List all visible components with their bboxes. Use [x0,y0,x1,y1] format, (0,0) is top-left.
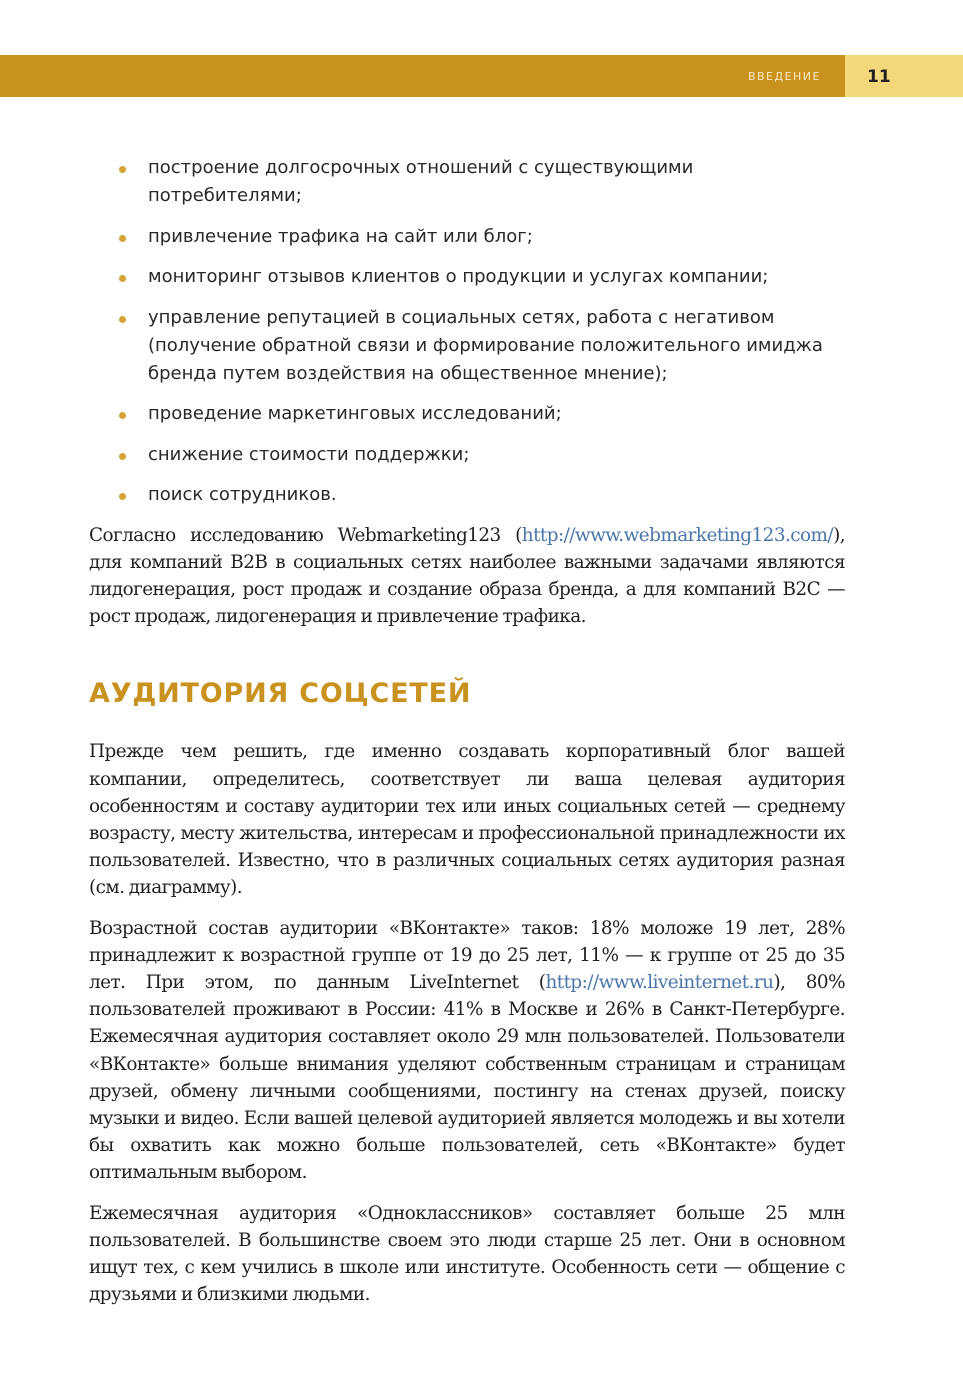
running-header-section: ВВЕДЕНИЕ [747,70,821,83]
liveinternet-link[interactable]: http://www.liveinternet.ru [545,971,774,993]
bullet-dot-icon [119,166,126,173]
bullet-dot-icon [119,275,126,282]
bullet-dot-icon [119,453,126,460]
paragraph-odnoklassniki: Ежемесячная аудитория «Одноклассников» составляет больше 25 млн пользователей. В большинстве своем это люди старше 25 лет. Они в основном ищут тех, с кем учились в школе или институте. Особенность сети — общение с друзьями и близкими людьми. [89,1202,845,1306]
bullet-item: проведение маркетинговых исследований; [89,400,845,428]
page-number-box [845,55,963,97]
bullet-item: мониторинг отзывов клиентов о продукции и услугах компании; [89,263,845,291]
bullet-item: построение долгосрочных отношений с существующими потребителями; [89,154,845,210]
bullet-item: поиск сотрудников. [89,481,845,509]
section-heading: АУДИТОРИЯ СОЦСЕТЕЙ [89,678,472,710]
page-number: 11 [867,67,891,87]
webmarketing-link[interactable]: http://www.webmarketing123.com/ [521,524,834,546]
page-content [89,154,845,1321]
paragraph-vkontakte: Возрастной состав аудитории «ВКонтакте» таков: 18% моложе 19 лет, 28% принадлежит к возрастной группе от 19 до 25 лет, 11% — к группе от 25 до 35 лет. При этом, по данным LiveInternet (http://www.liveinternet.ru), 80% пользователей проживают в России: 41% в Москве и 26% в Санкт-Петербурге. Ежемесячная аудитория составляет около 29 млн пользователей. Пользователи «ВКонтакте» больше внимания уделяют собственным страницам и страницам друзей, обмену личными сообщениями, постингу на стенах друзей, поиску музыки и видео. Если вашей целевой аудиторией является молодежь и вы хотели бы охватить как можно больше пользователей, сеть «ВКонтакте» будет оптимальным выбором. [89,917,845,1184]
running-header-bar [0,55,845,97]
paragraph-audience-intro: Прежде чем решить, где именно создавать корпоративный блог вашей компании, определитесь, соответствует ли ваша целевая аудитория особенностям и составу аудитории тех или иных социальных сетей — среднему возрасту, месту жительства, интересам и профессиональной принадлежности их пользователей. Известно, что в различных социальных сетях аудитория разная (см. диаграмму). [89,741,845,899]
bullet-item: снижение стоимости поддержки; [89,441,845,469]
bullet-item: управление репутацией в социальных сетях, работа с негативом (получение обратной связи и формирование положительного имиджа бренда путем воздействия на общественное мнение); [89,304,845,388]
paragraph-webmarketing: Согласно исследованию Webmarketing123 (http://www.webmarketing123.com/), для компаний B2B в социальных сетях наиболее важными задачами являются лидогенерация, рост продаж и создание образа бренда, а для компаний B2C — рост продаж, лидогенерация и привлечение трафика. [89,524,845,628]
bullet-item: привлечение трафика на сайт или блог; [89,223,845,251]
bullet-list [89,154,845,509]
bullet-dot-icon [119,235,126,242]
bullet-dot-icon [119,316,126,323]
bullet-dot-icon [119,412,126,419]
bullet-dot-icon [119,493,126,500]
